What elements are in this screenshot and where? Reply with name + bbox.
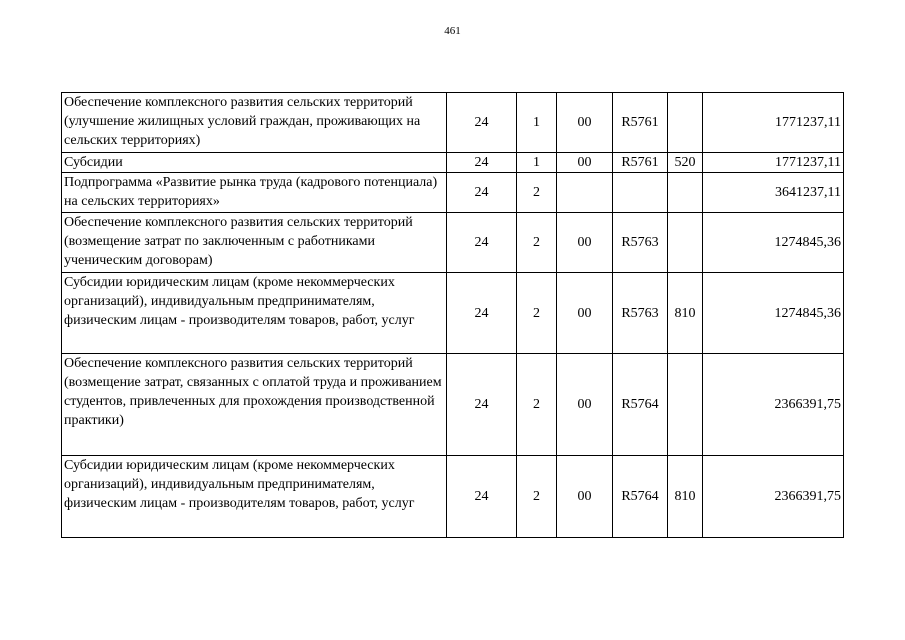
code-cell: 2 <box>517 173 557 213</box>
code-cell <box>668 354 703 456</box>
code-cell <box>668 213 703 273</box>
code-cell: 2 <box>517 213 557 273</box>
table-row <box>62 173 844 213</box>
row-name: Подпрограмма «Развитие рынка труда (кадрового потенциала) на сельских территориях» <box>62 173 447 213</box>
table-row <box>62 153 844 173</box>
amount-cell: 2366391,75 <box>703 456 844 538</box>
code-cell: 00 <box>557 153 613 173</box>
code-cell <box>613 173 668 213</box>
amount-cell: 1771237,11 <box>703 153 844 173</box>
table-row <box>62 273 844 354</box>
code-cell: 2 <box>517 273 557 354</box>
code-cell: 24 <box>447 173 517 213</box>
code-cell: 1 <box>517 153 557 173</box>
amount-cell: 1771237,11 <box>703 93 844 153</box>
row-name: Субсидии <box>62 153 447 173</box>
row-name: Обеспечение комплексного развития сельских территорий (возмещение затрат по заключенным с работниками ученическим договорам) <box>62 213 447 273</box>
table-row <box>62 213 844 273</box>
code-cell: 24 <box>447 153 517 173</box>
code-cell <box>557 173 613 213</box>
code-cell: 520 <box>668 153 703 173</box>
code-cell: 2 <box>517 354 557 456</box>
code-cell <box>668 173 703 213</box>
code-cell: 1 <box>517 93 557 153</box>
code-cell: R5761 <box>613 93 668 153</box>
code-cell: R5764 <box>613 456 668 538</box>
code-cell: R5763 <box>613 273 668 354</box>
code-cell: 24 <box>447 354 517 456</box>
table-row <box>62 456 844 538</box>
page-number: 461 <box>444 25 461 37</box>
table-row <box>62 93 844 153</box>
code-cell: 24 <box>447 273 517 354</box>
code-cell: 24 <box>447 93 517 153</box>
amount-cell: 1274845,36 <box>703 213 844 273</box>
table-row <box>62 354 844 456</box>
code-cell: 00 <box>557 456 613 538</box>
amount-cell: 3641237,11 <box>703 173 844 213</box>
code-cell: R5761 <box>613 153 668 173</box>
code-cell <box>668 93 703 153</box>
code-cell: 24 <box>447 456 517 538</box>
code-cell: 24 <box>447 213 517 273</box>
row-name: Субсидии юридическим лицам (кроме некоммерческих организаций), индивидуальным предпринимателям, физическим лицам - производителям товаров, работ, услуг <box>62 456 447 538</box>
code-cell: 00 <box>557 354 613 456</box>
budget-table <box>61 92 844 538</box>
amount-cell: 2366391,75 <box>703 354 844 456</box>
code-cell: 2 <box>517 456 557 538</box>
row-name: Субсидии юридическим лицам (кроме некоммерческих организаций), индивидуальным предпринимателям, физическим лицам - производителям товаров, работ, услуг <box>62 273 447 354</box>
row-name: Обеспечение комплексного развития сельских территорий (улучшение жилищных условий граждан, проживающих на сельских территориях) <box>62 93 447 153</box>
code-cell: 00 <box>557 213 613 273</box>
code-cell: R5763 <box>613 213 668 273</box>
code-cell: 00 <box>557 93 613 153</box>
amount-cell: 1274845,36 <box>703 273 844 354</box>
code-cell: R5764 <box>613 354 668 456</box>
code-cell: 810 <box>668 456 703 538</box>
row-name: Обеспечение комплексного развития сельских территорий (возмещение затрат, связанных с оплатой труда и проживанием студентов, привлеченных для прохождения производственной практики) <box>62 354 447 456</box>
code-cell: 00 <box>557 273 613 354</box>
code-cell: 810 <box>668 273 703 354</box>
